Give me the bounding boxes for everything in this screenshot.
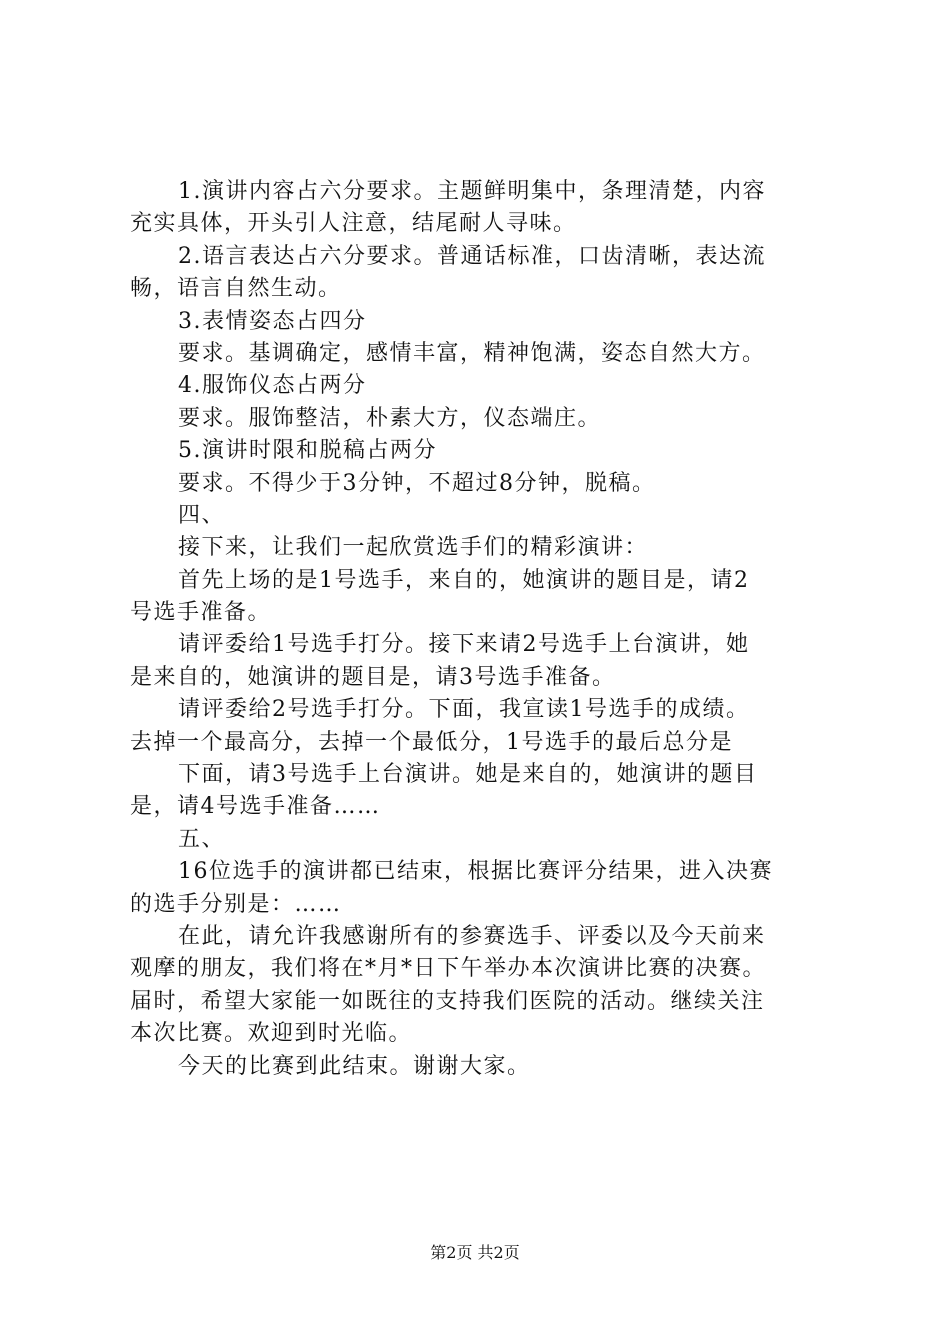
text-line-10: 要求。不得少于3分钟，不超过8分钟，脱稿。: [178, 470, 656, 496]
text-line-22: 16位选手的演讲都已结束，根据比赛评分结果，进入决赛: [178, 859, 773, 885]
text-line-23: 的选手分别是：……: [130, 891, 342, 917]
text-line-6: 要求。基调确定，感情丰富，精神饱满，姿态自然大方。: [178, 340, 766, 366]
text-line-8: 要求。服饰整洁，朴素大方，仪态端庄。: [178, 405, 602, 431]
text-line-26: 届时，希望大家能一如既往的支持我们医院的活动。继续关注: [130, 988, 765, 1014]
text-line-17: 请评委给2号选手打分。下面，我宣读1号选手的成绩。: [178, 697, 750, 723]
text-line-24: 在此，请允许我感谢所有的参赛选手、评委以及今天前来: [178, 923, 766, 949]
text-line-16: 是来自的，她演讲的题目是，请3号选手准备。: [130, 664, 616, 690]
text-line-18: 去掉一个最高分，去掉一个最低分，1号选手的最后总分是: [130, 729, 733, 755]
document-body: [130, 176, 830, 1083]
page-number-footer: 第2页 共2页: [430, 1243, 520, 1262]
text-line-5: 3.表情姿态占四分: [178, 308, 367, 334]
text-line-25: 观摩的朋友，我们将在*月*日下午举办本次演讲比赛的决赛。: [130, 956, 767, 982]
text-line-12: 接下来，让我们一起欣赏选手们的精彩演讲：: [178, 535, 649, 561]
text-line-20: 是，请4号选手准备……: [130, 794, 381, 820]
text-line-19: 下面，请3号选手上台演讲。她是来自的，她演讲的题目: [178, 762, 758, 788]
section-heading-4: 四、: [178, 502, 226, 528]
text-line-2: 充实具体，开头引人注意，结尾耐人寻味。: [130, 211, 577, 237]
text-line-27: 本次比赛。欢迎到时光临。: [130, 1021, 413, 1047]
text-line-14: 号选手准备。: [130, 600, 272, 626]
text-line-3: 2.语言表达占六分要求。普通话标准，口齿清晰，表达流: [178, 243, 766, 269]
text-line-7: 4.服饰仪态占两分: [178, 373, 367, 399]
text-line-1: 1.演讲内容占六分要求。主题鲜明集中，条理清楚，内容: [178, 179, 766, 204]
section-heading-5: 五、: [178, 826, 226, 852]
text-line-9: 5.演讲时限和脱稿占两分: [178, 438, 437, 464]
text-line-13: 首先上场的是1号选手，来自的，她演讲的题目是，请2: [178, 567, 750, 593]
text-line-4: 畅，语言自然生动。: [130, 276, 342, 302]
text-line-28: 今天的比赛到此结束。谢谢大家。: [178, 1053, 531, 1079]
text-line-15: 请评委给1号选手打分。接下来请2号选手上台演讲，她: [178, 632, 750, 658]
